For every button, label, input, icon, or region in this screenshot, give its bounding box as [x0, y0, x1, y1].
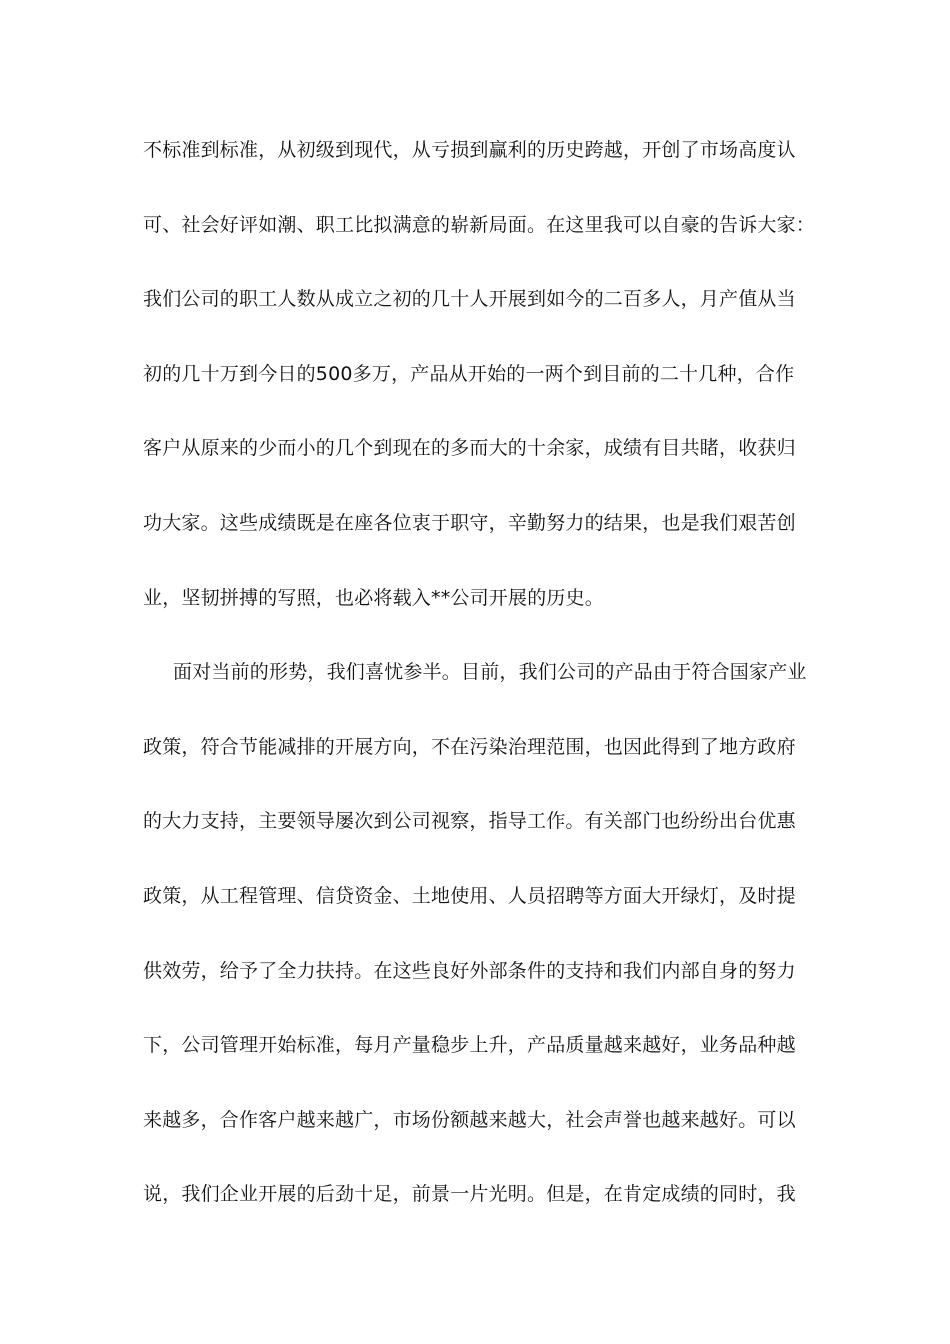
- document-body: [143, 132, 816, 1251]
- paragraph-first-line: 面对当前的形势，我们喜忧参半。目前，我们公司的产品由于符合国家产业: [173, 661, 807, 684]
- text-line: 不标准到标准，从初级到现代，从亏损到赢利的历史跨越，开创了市场高度认: [143, 139, 796, 161]
- text-line: 我们公司的职工人数从成立之初的几十人开展到如今的二百多人，月产值从当: [143, 288, 796, 311]
- text-line: 业，坚韧拼搏的写照，也必将载入**公司开展的历史。: [143, 586, 605, 609]
- text-line: 功大家。这些成绩既是在座各位衷于职守，辛勤努力的结果，也是我们艰苦创: [143, 511, 796, 534]
- text-line: 来越多，合作客户越来越广，市场份额越来越大，社会声誉也越来越好。可以: [143, 1108, 796, 1131]
- text-line: 客户从原来的少而小的几个到现在的多而大的十余家，成绩有目共睹，收获归: [143, 437, 796, 460]
- text-line: 政策，从工程管理、信贷资金、土地使用、人员招聘等方面大开绿灯，及时提: [143, 884, 796, 907]
- text-line: 下，公司管理开始标准，每月产量稳步上升，产品质量越来越好，业务品种越: [143, 1034, 796, 1057]
- text-line: 供效劳，给予了全力扶持。在这些良好外部条件的支持和我们内部自身的努力: [143, 959, 796, 982]
- text-line: 的大力支持，主要领导屡次到公司视察，指导工作。有关部门也纷纷出台优惠: [143, 810, 796, 833]
- text-line: 可、社会好评如潮、职工比拟满意的崭新局面。在这里我可以自豪的告诉大家：: [143, 213, 816, 236]
- text-line: 说，我们企业开展的后劲十足，前景一片光明。但是，在肯定成绩的同时，我: [143, 1183, 796, 1206]
- text-line: 政策，符合节能减排的开展方向，不在污染治理范围，也因此得到了地方政府: [143, 735, 796, 758]
- text-line: 初的几十万到今日的500多万，产品从开始的一两个到目前的二十几种，合作: [143, 362, 795, 385]
